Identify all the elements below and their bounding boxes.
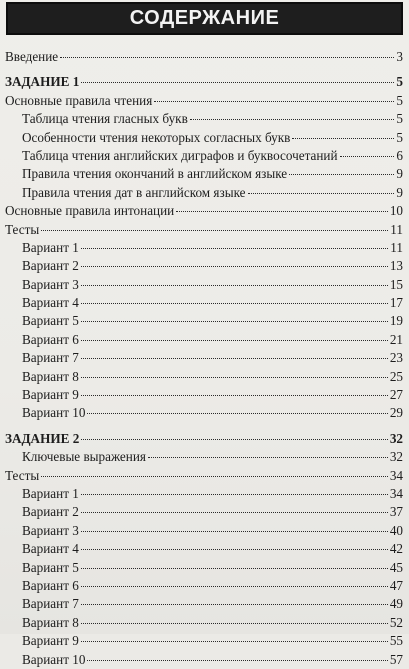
toc-subentry [5, 577, 403, 595]
toc-section-heading [5, 430, 403, 448]
dot-leader [81, 623, 388, 624]
toc-page-number: 52 [389, 614, 403, 630]
dot-leader [81, 494, 388, 495]
toc-entry-label: Ключевые выражения [22, 449, 146, 465]
toc-entry-label: ЗАДАНИЕ 2 [5, 430, 80, 446]
toc-subentry [5, 632, 403, 650]
toc-entry-label: Вариант 10 [22, 405, 86, 421]
toc-page-number: 49 [389, 596, 403, 612]
toc-page-number: 25 [389, 368, 403, 384]
toc-page-number: 11 [390, 239, 403, 255]
toc-subentry [5, 276, 403, 294]
toc-entry-label: Вариант 3 [22, 522, 79, 538]
toc-page-number: 32 [389, 430, 403, 446]
toc-subentry [5, 503, 403, 521]
toc-page-number: 9 [396, 184, 403, 200]
dot-leader [340, 156, 395, 157]
toc-page-number: 34 [389, 485, 403, 501]
toc-entry-label: Тесты [5, 221, 40, 237]
toc-page-number: 34 [389, 467, 403, 483]
dot-leader [81, 82, 394, 83]
dot-leader [190, 119, 395, 120]
toc-page-number: 23 [389, 350, 403, 366]
dot-leader [176, 211, 388, 212]
toc-page-number: 57 [389, 651, 403, 667]
toc-subentry [5, 522, 403, 540]
dot-leader [81, 586, 388, 587]
toc-subentry [5, 540, 403, 558]
dot-leader [81, 321, 388, 322]
toc-page-number: 37 [389, 504, 403, 520]
dot-leader [81, 266, 388, 267]
toc-entry [5, 48, 403, 66]
toc-page-number: 55 [389, 633, 403, 649]
toc-section-heading [5, 73, 403, 91]
toc-page-number: 11 [390, 221, 403, 237]
dot-leader [292, 138, 394, 139]
toc-subentry [5, 110, 403, 128]
toc-subentry [5, 257, 403, 275]
toc-entry-label: ЗАДАНИЕ 1 [5, 74, 80, 90]
toc-entry-label: Вариант 3 [22, 276, 79, 292]
toc-entry-label: Правила чтения дат в английском языке [22, 184, 246, 200]
toc-entry-label: Основные правила интонации [5, 203, 175, 219]
toc-subentry [5, 404, 403, 422]
toc-entry-label: Вариант 2 [22, 258, 79, 274]
toc-entry-label: Особенности чтения некоторых согласных букв [22, 129, 291, 145]
toc-subentry [5, 147, 403, 165]
dot-leader [81, 604, 388, 605]
dot-leader [81, 377, 388, 378]
toc-subentry [5, 386, 403, 404]
toc-page-number: 5 [396, 92, 403, 108]
toc-page-number: 13 [389, 258, 403, 274]
dot-leader [41, 230, 388, 231]
toc-page-number: 17 [389, 295, 403, 311]
dot-leader [87, 413, 387, 414]
toc-entry [5, 202, 403, 220]
toc-entry-label: Введение [5, 49, 59, 64]
toc-entry-label: Вариант 4 [22, 541, 79, 557]
toc-entry [5, 467, 403, 485]
toc-entry-label: Вариант 7 [22, 350, 79, 366]
dot-leader [81, 395, 388, 396]
toc-entry-label: Тесты [5, 467, 40, 483]
toc-subentry [5, 559, 403, 577]
dot-leader [81, 248, 388, 249]
dot-leader [81, 358, 388, 359]
toc-page-number: 29 [389, 405, 403, 421]
toc-page-number: 15 [389, 276, 403, 292]
toc-subentry [5, 129, 403, 147]
toc-subentry [5, 651, 403, 669]
toc-page-number: 21 [389, 331, 403, 347]
toc-subentry [5, 312, 403, 330]
toc-page-number: 32 [389, 449, 403, 465]
dot-leader [148, 457, 388, 458]
dot-leader [81, 512, 388, 513]
toc-subentry [5, 184, 403, 202]
dot-leader [41, 476, 388, 477]
toc-subentry [5, 485, 403, 503]
dot-leader [81, 303, 388, 304]
toc-page-number: 27 [389, 387, 403, 403]
toc-entry-label: Вариант 1 [22, 239, 79, 255]
toc-entry-label: Вариант 1 [22, 485, 79, 501]
toc-page-number: 3 [396, 49, 403, 64]
toc-page-number: 47 [389, 577, 403, 593]
toc-page-number: 9 [396, 166, 403, 182]
dot-leader [248, 193, 395, 194]
toc-subentry [5, 331, 403, 349]
toc-page-number: 6 [396, 147, 403, 163]
toc-page-number: 10 [389, 203, 403, 219]
toc-entry-label: Вариант 6 [22, 331, 79, 347]
dot-leader [60, 57, 394, 58]
toc-entry-label: Вариант 9 [22, 633, 79, 649]
toc-subentry [5, 239, 403, 257]
title-banner [6, 2, 403, 35]
toc-entry-label: Вариант 5 [22, 559, 79, 575]
dot-leader [81, 568, 388, 569]
toc-subentry [5, 294, 403, 312]
toc-entry [5, 221, 403, 239]
toc-subentry [5, 595, 403, 613]
toc-subentry [5, 165, 403, 183]
toc-subentry [5, 614, 403, 632]
toc-entry-label: Правила чтения окончаний в английском языке [22, 166, 288, 182]
dot-leader [81, 549, 388, 550]
dot-leader [289, 174, 394, 175]
toc-page-number: 40 [389, 522, 403, 538]
toc-entry-label: Вариант 8 [22, 368, 79, 384]
section-spacer [5, 66, 403, 73]
toc-entry-label: Вариант 9 [22, 387, 79, 403]
toc-page-number: 5 [396, 111, 403, 127]
dot-leader [87, 660, 387, 661]
toc-entry-label: Вариант 4 [22, 295, 79, 311]
toc-entry-label: Таблица чтения гласных букв [22, 111, 188, 127]
toc-entry-label: Вариант 7 [22, 596, 79, 612]
dot-leader [81, 439, 388, 440]
toc-entry-label: Основные правила чтения [5, 92, 153, 108]
toc-subentry [5, 349, 403, 367]
toc-entry-label: Таблица чтения английских диграфов и буквосочетаний [22, 147, 338, 163]
toc-page-number: 42 [389, 541, 403, 557]
toc-entry-label: Вариант 10 [22, 651, 86, 667]
dot-leader [81, 641, 388, 642]
toc-subentry [5, 448, 403, 466]
toc-page-number: 5 [396, 74, 403, 90]
toc-entry-label: Вариант 8 [22, 614, 79, 630]
dot-leader [81, 285, 388, 286]
page-title: СОДЕРЖАНИЕ [129, 7, 280, 29]
toc-entry-label: Вариант 5 [22, 313, 79, 329]
toc-page-number: 45 [389, 559, 403, 575]
toc-entry [5, 92, 403, 110]
dot-leader [81, 531, 388, 532]
toc-page-number: 5 [396, 129, 403, 145]
section-spacer [5, 423, 403, 430]
dot-leader [81, 340, 388, 341]
table-of-contents [5, 48, 403, 669]
toc-page-number: 19 [389, 313, 403, 329]
dot-leader [154, 101, 394, 102]
toc-entry-label: Вариант 2 [22, 504, 79, 520]
toc-subentry [5, 368, 403, 386]
toc-entry-label: Вариант 6 [22, 577, 79, 593]
